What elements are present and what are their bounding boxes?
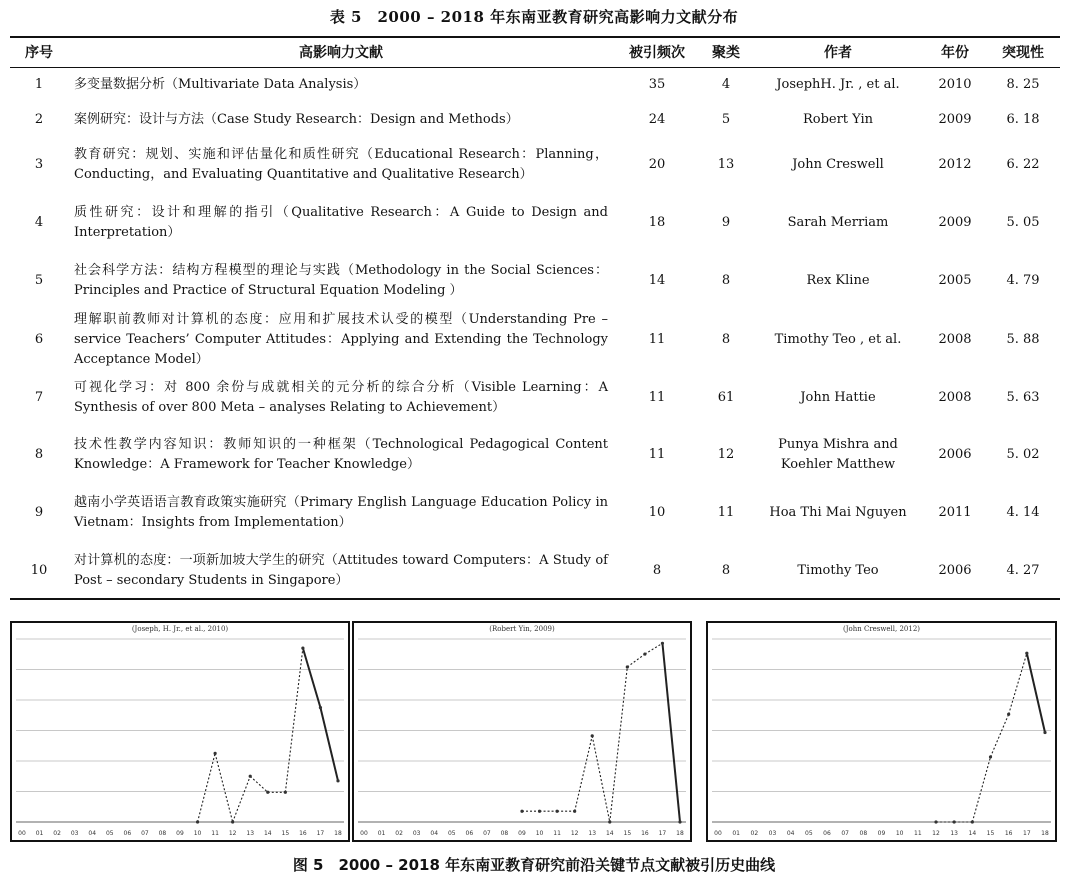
cell-cluster: 13 [717, 157, 735, 172]
series-line-segment [303, 648, 321, 707]
cell-author: Timothy Teo [797, 563, 879, 578]
cell-burst: 5. 88 [1006, 332, 1040, 347]
x-tick-label: 15 [986, 830, 995, 837]
x-tick-label: 18 [1041, 830, 1049, 837]
x-tick-label: 00 [18, 830, 26, 837]
data-point [678, 820, 681, 823]
cell-cluster: 4 [721, 77, 731, 92]
series-line-segment [991, 714, 1009, 757]
cell-no: 9 [34, 505, 44, 520]
data-point [934, 820, 937, 823]
header-cluster: 聚类 [712, 45, 740, 61]
cell-author: Punya Mishra and Koehler Matthew [778, 437, 898, 472]
citation-history-chart [12, 623, 348, 840]
series-line-segment [662, 643, 680, 822]
data-point [953, 820, 956, 823]
cell-cluster: 8 [721, 563, 731, 578]
x-tick-label: 08 [500, 830, 509, 837]
cell-burst: 8. 25 [1006, 77, 1040, 92]
x-tick-label: 12 [228, 830, 237, 837]
cell-title: 质性研究：设计和理解的指引（Qualitative Research：A Guide to Design and Interpretation） [74, 205, 608, 240]
header-no: 序号 [25, 45, 53, 61]
x-tick-label: 17 [658, 830, 667, 837]
cell-year: 2011 [938, 505, 972, 520]
cell-author: John Creswell [792, 157, 884, 172]
x-tick-label: 00 [360, 830, 368, 837]
data-point [284, 791, 287, 794]
x-tick-label: 16 [299, 830, 307, 837]
table-row [10, 426, 1060, 484]
data-point [301, 647, 304, 650]
cell-author: Rex Kline [806, 273, 870, 288]
cell-no: 5 [34, 273, 44, 288]
x-tick-label: 17 [1023, 830, 1031, 837]
cell-citations: 24 [648, 112, 666, 127]
x-tick-label: 01 [732, 830, 740, 837]
series-line-segment [575, 736, 593, 811]
cell-title: 教育研究：规划、实施和评估量化和质性研究（Educational Research：Planning，Conducting，and Evaluating Quantitative and Qualitative Research） [74, 147, 608, 182]
x-tick-label: 00 [714, 830, 722, 837]
data-point [538, 810, 541, 813]
x-tick-label: 07 [141, 830, 149, 837]
x-tick-label: 09 [877, 830, 886, 837]
cell-no: 6 [34, 332, 44, 347]
series-line-segment [592, 736, 610, 822]
chart-title: (Joseph, H. Jr., et al., 2010) [131, 625, 229, 633]
x-tick-label: 03 [412, 830, 421, 837]
series-line-segment [610, 667, 628, 822]
cell-burst: 6. 22 [1006, 157, 1040, 172]
cell-citations: 8 [652, 563, 662, 578]
x-tick-label: 12 [570, 830, 579, 837]
data-point [608, 820, 611, 823]
table-row [10, 104, 1060, 136]
x-tick-label: 02 [395, 830, 403, 837]
x-tick-label: 13 [588, 830, 597, 837]
cell-year: 2010 [938, 77, 972, 92]
cell-year: 2009 [938, 215, 972, 230]
cell-burst: 5. 02 [1006, 447, 1040, 462]
series-line-segment [250, 776, 268, 792]
data-point [1043, 731, 1046, 734]
series-line-segment [1009, 653, 1027, 714]
cell-title: 对计算机的态度：一项新加坡大学生的研究（Attitudes toward Computers：A Study of Post – secondary Students in Singapore） [74, 553, 608, 588]
table-row [10, 484, 1060, 542]
chart-title: (Robert Yin, 2009) [489, 625, 555, 633]
cell-cluster: 61 [717, 390, 735, 405]
cell-no: 4 [34, 215, 44, 230]
cell-cluster: 8 [721, 273, 731, 288]
x-tick-label: 06 [465, 830, 474, 837]
data-point [573, 810, 576, 813]
cell-title: 可视化学习：对 800 余份与成就相关的元分析的综合分析（Visible Learning：A Synthesis of over 800 Meta – analyses Relating to Achievement） [74, 380, 608, 415]
cell-no: 7 [34, 390, 44, 405]
data-point [591, 734, 594, 737]
x-tick-label: 10 [895, 830, 904, 837]
data-point [336, 779, 339, 782]
cell-no: 3 [34, 157, 44, 172]
cell-burst: 4. 27 [1006, 563, 1040, 578]
x-tick-label: 10 [535, 830, 544, 837]
citation-chart-panel [706, 621, 1057, 842]
x-tick-label: 02 [53, 830, 61, 837]
series-line-segment [627, 654, 645, 667]
cell-no: 2 [34, 112, 44, 127]
data-point [989, 755, 992, 758]
cell-citations: 11 [648, 332, 666, 347]
x-tick-label: 08 [859, 830, 868, 837]
figure-caption: 图 5 2000 – 2018 年东南亚教育研究前沿关键节点文献被引历史曲线 [292, 856, 776, 874]
x-tick-label: 17 [316, 830, 325, 837]
cell-burst: 6. 18 [1006, 112, 1040, 127]
x-tick-label: 11 [914, 830, 922, 837]
x-tick-label: 01 [377, 830, 386, 837]
cell-author: John Hattie [800, 390, 876, 405]
x-tick-label: 05 [805, 830, 813, 837]
cell-year: 2005 [938, 273, 972, 288]
data-point [626, 665, 629, 668]
cell-cluster: 11 [717, 505, 735, 520]
cell-year: 2009 [938, 112, 972, 127]
cell-no: 8 [34, 447, 44, 462]
series-line-segment [198, 753, 216, 822]
data-point [1025, 652, 1028, 655]
x-tick-label: 16 [1004, 830, 1013, 837]
x-tick-label: 06 [823, 830, 831, 837]
data-point [231, 820, 234, 823]
cell-author: Hoa Thi Mai Nguyen [769, 505, 907, 520]
x-tick-label: 18 [334, 830, 342, 837]
cell-burst: 5. 05 [1006, 215, 1040, 230]
header-year: 年份 [941, 45, 969, 61]
table-row [10, 370, 1060, 426]
x-tick-label: 14 [605, 830, 614, 837]
series-line-segment [215, 753, 233, 822]
cell-burst: 5. 63 [1006, 390, 1040, 405]
data-point [643, 652, 646, 655]
cell-title: 理解职前教师对计算机的态度：应用和扩展技术认受的模型（Understanding Pre – service Teachers’ Computer Attitudes：Applying and Extending the Technology Acceptance Model） [74, 312, 608, 367]
header-citations: 被引频次 [629, 45, 685, 61]
cell-citations: 35 [648, 77, 666, 92]
x-tick-label: 05 [105, 830, 114, 837]
cell-author: Sarah Merriam [787, 215, 889, 230]
x-tick-label: 16 [641, 830, 649, 837]
cell-cluster: 5 [721, 112, 731, 127]
cell-citations: 18 [648, 215, 666, 230]
citation-chart-panel [352, 621, 692, 842]
data-point [556, 810, 559, 813]
x-tick-label: 01 [35, 830, 44, 837]
header-burst: 突现性 [1002, 45, 1044, 61]
citation-history-chart [708, 623, 1055, 840]
cell-cluster: 12 [717, 447, 735, 462]
chart-title: (John Creswell, 2012) [842, 625, 921, 633]
citation-history-chart [354, 623, 690, 840]
x-tick-label: 15 [623, 830, 632, 837]
x-tick-label: 07 [483, 830, 491, 837]
data-point [520, 810, 523, 813]
cell-title: 技术性教学内容知识：教师知识的一种框架（Technological Pedagogical Content Knowledge：A Framework for Teacher Knowledge） [74, 437, 608, 472]
cell-citations: 11 [648, 447, 666, 462]
series-line-segment [320, 708, 338, 781]
header-title: 高影响力文献 [299, 45, 383, 61]
data-point [196, 820, 199, 823]
data-point [971, 820, 974, 823]
x-tick-label: 09 [176, 830, 184, 837]
series-line-segment [1027, 653, 1045, 732]
data-point [661, 642, 664, 645]
data-point [214, 752, 217, 755]
x-tick-label: 05 [447, 830, 456, 837]
cell-burst: 4. 14 [1006, 505, 1040, 520]
table-row [10, 252, 1060, 310]
data-point [319, 706, 322, 709]
cell-title: 社会科学方法：结构方程模型的理论与实践（Methodology in the Social Sciences：Principles and Practice of Structural Equation Modeling ） [74, 263, 608, 298]
table-header-row [10, 38, 1060, 66]
x-tick-label: 11 [211, 830, 219, 837]
data-point [1007, 713, 1010, 716]
cell-year: 2008 [938, 390, 972, 405]
cell-author: JosephH. Jr. , et al. [776, 77, 900, 92]
x-tick-label: 11 [553, 830, 561, 837]
cell-year: 2006 [938, 447, 972, 462]
x-tick-label: 03 [768, 830, 777, 837]
cell-title: 越南小学英语语言教育政策实施研究（Primary English Language Education Policy in Vietnam：Insights from Implementation） [74, 495, 608, 530]
references-table [10, 38, 1060, 600]
x-tick-label: 04 [88, 830, 97, 837]
series-line-segment [233, 776, 251, 822]
cell-year: 2008 [938, 332, 972, 347]
citation-chart-panel [10, 621, 350, 842]
x-tick-label: 13 [246, 830, 255, 837]
x-tick-label: 02 [750, 830, 759, 837]
x-tick-label: 06 [123, 830, 132, 837]
x-tick-label: 18 [676, 830, 684, 837]
data-point [266, 791, 269, 794]
data-point [249, 775, 252, 778]
x-tick-label: 13 [950, 830, 958, 837]
x-tick-label: 07 [841, 830, 849, 837]
cell-title: 案例研究：设计与方法（Case Study Research：Design and Methods） [74, 112, 519, 127]
x-tick-label: 09 [518, 830, 526, 837]
cell-burst: 4. 79 [1006, 273, 1040, 288]
x-tick-label: 03 [70, 830, 79, 837]
x-tick-label: 04 [430, 830, 439, 837]
series-line-segment [645, 643, 663, 654]
series-line-segment [972, 757, 990, 822]
cell-title: 多变量数据分析（Multivariate Data Analysis） [74, 77, 367, 92]
cell-citations: 11 [648, 390, 666, 405]
cell-no: 10 [30, 563, 48, 578]
cell-no: 1 [34, 77, 44, 92]
cell-citations: 20 [648, 157, 666, 172]
table-row [10, 194, 1060, 252]
cell-year: 2006 [938, 563, 972, 578]
cell-citations: 10 [648, 505, 666, 520]
cell-citations: 14 [648, 273, 666, 288]
table-caption: 表 5 2000 – 2018 年东南亚教育研究高影响力文献分布 [329, 8, 739, 26]
table-row [10, 310, 1060, 370]
cell-year: 2012 [938, 157, 972, 172]
x-tick-label: 10 [193, 830, 202, 837]
cell-author: Robert Yin [802, 112, 874, 127]
cell-cluster: 9 [721, 215, 731, 230]
header-author: 作者 [824, 45, 852, 61]
table-row [10, 136, 1060, 194]
cell-author: Timothy Teo , et al. [774, 332, 902, 347]
x-tick-label: 15 [281, 830, 290, 837]
x-tick-label: 12 [932, 830, 940, 837]
table-row [10, 66, 1060, 104]
x-tick-label: 14 [263, 830, 272, 837]
x-tick-label: 14 [968, 830, 977, 837]
x-tick-label: 08 [158, 830, 167, 837]
table-row [10, 542, 1060, 600]
x-tick-label: 04 [786, 830, 795, 837]
cell-cluster: 8 [721, 332, 731, 347]
